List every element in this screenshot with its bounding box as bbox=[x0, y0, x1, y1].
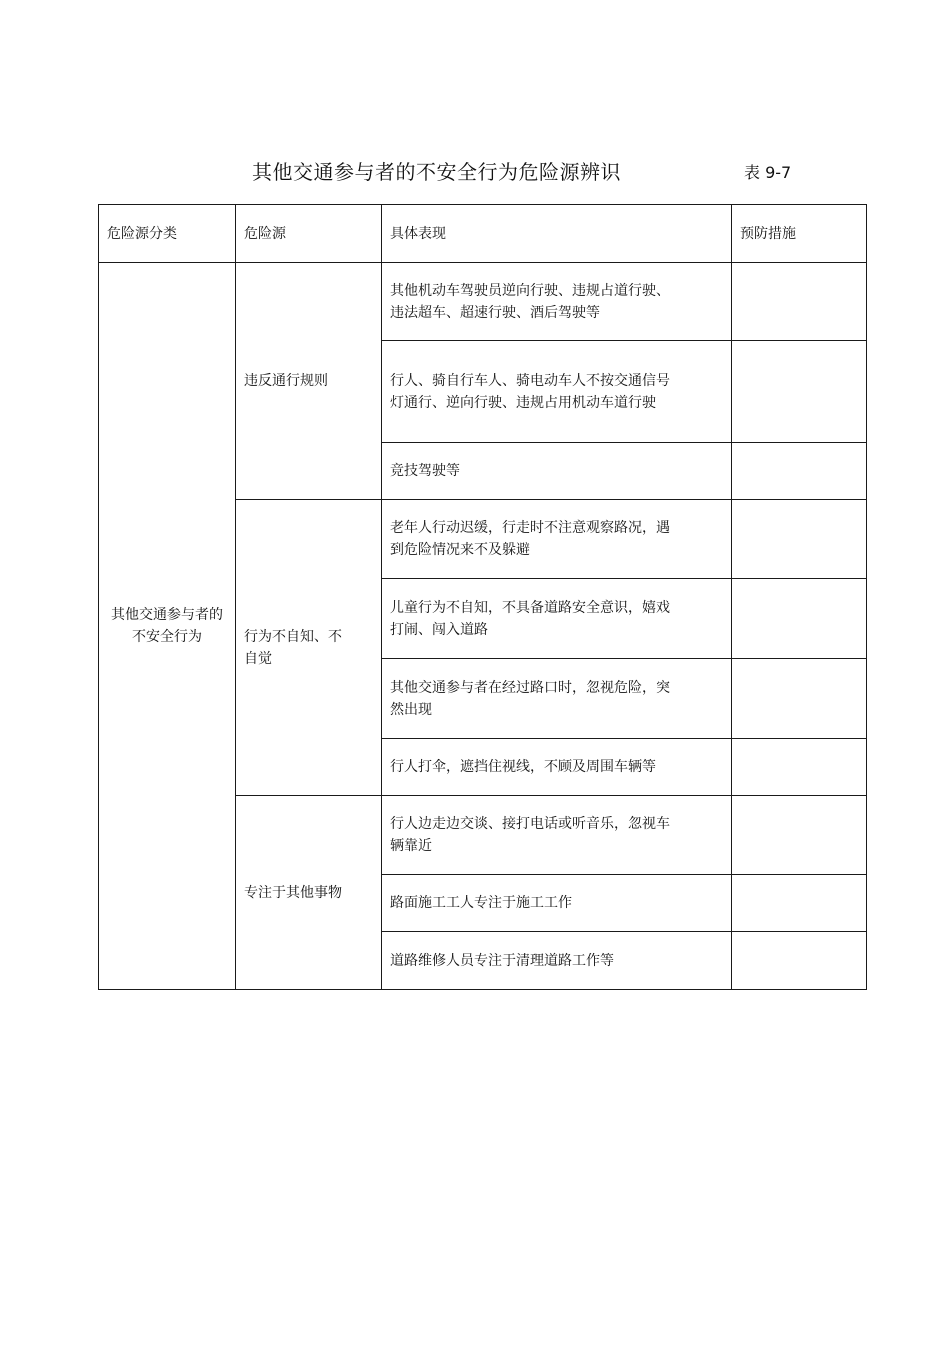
description-cell: 老年人行动迟缓，行走时不注意观察路况，遇到危险情况来不及躲避 bbox=[382, 500, 732, 579]
hazard-cell: 违反通行规则 bbox=[236, 263, 382, 500]
hazard-table bbox=[98, 204, 867, 990]
hazard-cell: 行为不自知、不自觉 bbox=[236, 500, 382, 796]
description-cell: 儿童行为不自知，不具备道路安全意识，嬉戏打闹、闯入道路 bbox=[382, 579, 732, 659]
description-cell: 道路维修人员专注于清理道路工作等 bbox=[382, 932, 732, 990]
measure-cell bbox=[732, 796, 867, 875]
measure-cell bbox=[732, 443, 867, 500]
description-cell: 竞技驾驶等 bbox=[382, 443, 732, 500]
description-cell: 行人边走边交谈、接打电话或听音乐，忽视车辆靠近 bbox=[382, 796, 732, 875]
measure-cell bbox=[732, 500, 867, 579]
column-header-category: 危险源分类 bbox=[99, 205, 236, 263]
hazard-category-cell: 其他交通参与者的不安全行为 bbox=[99, 263, 236, 990]
description-cell: 行人打伞，遮挡住视线，不顾及周围车辆等 bbox=[382, 739, 732, 796]
description-cell: 路面施工工人专注于施工工作 bbox=[382, 875, 732, 932]
measure-cell bbox=[732, 932, 867, 990]
description-cell: 其他交通参与者在经过路口时，忽视危险，突然出现 bbox=[382, 659, 732, 739]
column-header-description: 具体表现 bbox=[382, 205, 732, 263]
measure-cell bbox=[732, 579, 867, 659]
measure-cell bbox=[732, 875, 867, 932]
description-cell: 其他机动车驾驶员逆向行驶、违规占道行驶、违法超车、超速行驶、酒后驾驶等 bbox=[382, 263, 732, 341]
measure-cell bbox=[732, 659, 867, 739]
column-header-hazard: 危险源 bbox=[236, 205, 382, 263]
measure-cell bbox=[732, 739, 867, 796]
measure-cell bbox=[732, 341, 867, 443]
table-header-row bbox=[99, 205, 867, 263]
column-header-measures: 预防措施 bbox=[732, 205, 867, 263]
table-number: 表 9-7 bbox=[744, 163, 792, 182]
hazard-cell: 专注于其他事物 bbox=[236, 796, 382, 990]
table-row bbox=[99, 263, 867, 341]
description-cell: 行人、骑自行车人、骑电动车人不按交通信号灯通行、逆向行驶、违规占用机动车道行驶 bbox=[382, 341, 732, 443]
measure-cell bbox=[732, 263, 867, 341]
document-title: 其他交通参与者的不安全行为危险源辨识 bbox=[252, 160, 621, 184]
